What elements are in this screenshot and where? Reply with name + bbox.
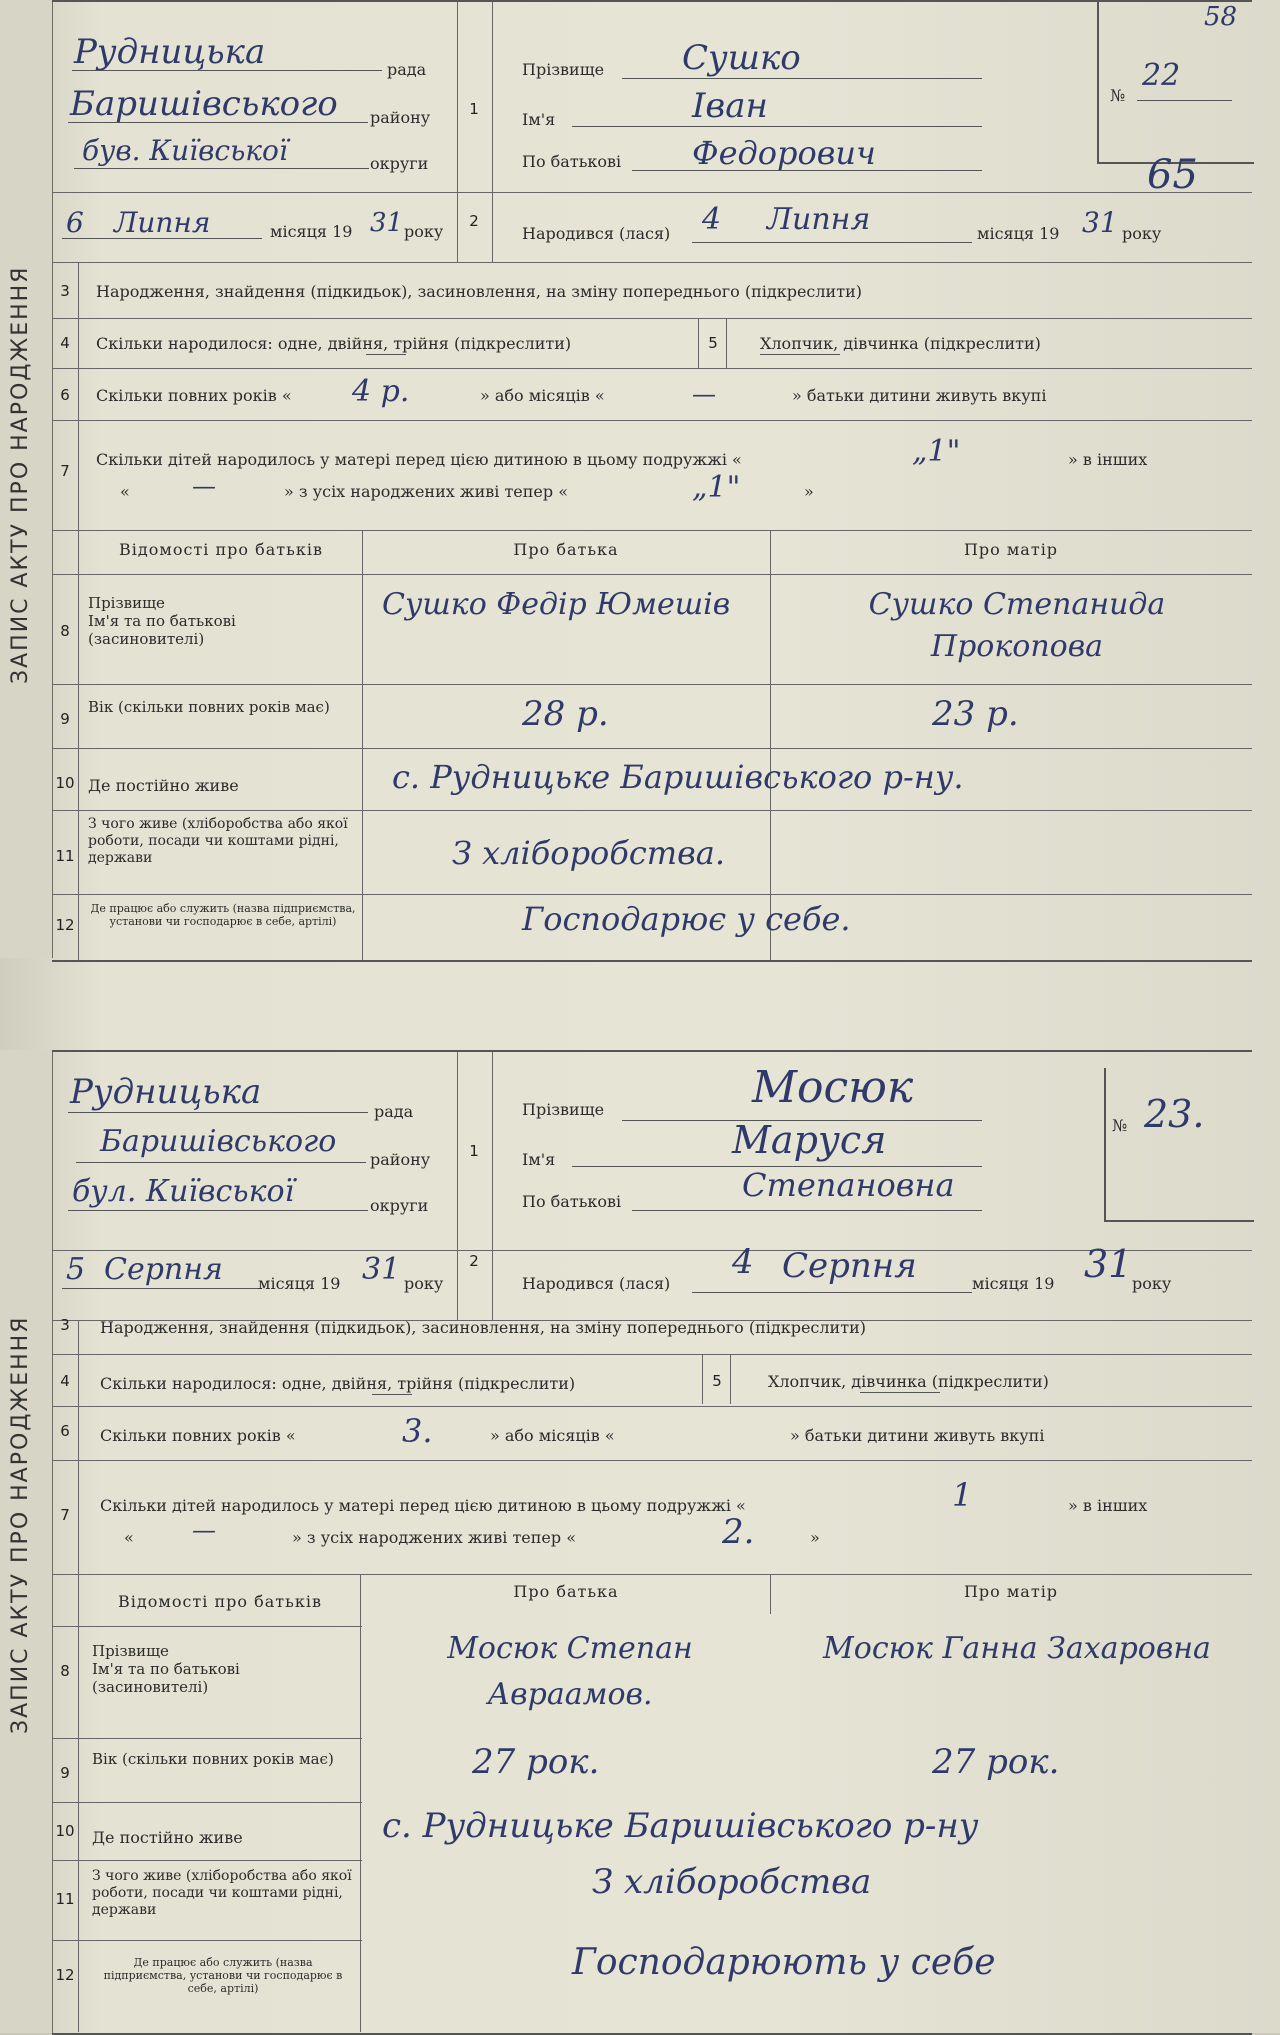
reg-month-label-2: місяця 19 xyxy=(258,1274,341,1293)
row7-label-a: Скільки дітей народилось у матері перед цією дитиною в цьому подружжі « xyxy=(96,450,742,469)
row12-label: Де працює або служить (назва підприємства, установи чи господарює в себе, артілі) xyxy=(90,902,356,928)
residence-2: с. Рудницьке Баришівського р-ну xyxy=(382,1806,979,1846)
months-together: — xyxy=(692,380,716,408)
okruga-value-2: бул. Київської xyxy=(72,1174,295,1209)
row-num-6: 6 xyxy=(60,386,70,404)
side-title-2: ЗАПИС АКТУ ПРО НАРОДЖЕННЯ xyxy=(8,1315,33,1735)
row7-label-a-2: Скільки дітей народилось у матері перед цією дитиною в цьому подружжі « xyxy=(100,1496,746,1515)
row6-label-c: » батьки дитини живуть вкупі xyxy=(792,386,1047,405)
row7-label-c-2: « xyxy=(124,1528,134,1547)
council-label-2: рада xyxy=(374,1102,414,1121)
row-num-10-b: 10 xyxy=(55,1822,75,1840)
row11-label-2: З чого живе (хліборобства або якої роботи, посади чи коштами рідні, держави xyxy=(92,1868,352,1918)
row-num-9: 9 xyxy=(60,710,70,728)
row8-label-2: Прізвище Ім'я та по батькові (засиновителі) xyxy=(92,1642,240,1696)
reg-month: Липня xyxy=(114,206,211,239)
row9-label-2: Вік (скільки повних років має) xyxy=(92,1750,334,1768)
row4-label: Скільки народилося: одне, двійня, трійня (підкреслити) xyxy=(96,334,572,353)
side-band-1 xyxy=(0,0,53,958)
okruga-value: був. Київської xyxy=(82,134,288,167)
row-num-11: 11 xyxy=(55,847,75,865)
children-alive-2: 2. xyxy=(722,1512,755,1552)
row6-label-a: Скільки повних років « xyxy=(96,386,292,405)
district-value-2: Баришівського xyxy=(100,1124,337,1159)
row7-label-d: » з усіх народжених живі тепер « xyxy=(284,482,569,501)
birth-month-label-2: місяця 19 xyxy=(972,1274,1055,1293)
row6-label-c-2: » батьки дитини живуть вкупі xyxy=(790,1426,1045,1445)
name-label-2: Ім'я xyxy=(522,1150,556,1169)
birth-record-2 xyxy=(52,1050,1252,2035)
name-value: Іван xyxy=(692,86,768,126)
reg-number-label: № xyxy=(1110,86,1126,105)
row-num-6-b: 6 xyxy=(60,1422,70,1440)
name-label: Ім'я xyxy=(522,110,556,129)
row7-label-b: » в інших xyxy=(1068,450,1148,469)
surname-label: Прізвище xyxy=(522,60,605,79)
children-alive: „1" xyxy=(692,470,741,505)
reg-number-value-2: 23. xyxy=(1144,1092,1205,1136)
father-name: Сушко Федір Юмешів xyxy=(382,587,731,622)
patronymic-value: Федорович xyxy=(692,134,876,172)
row7-label-c: « xyxy=(120,482,130,501)
col-father-header-2: Про батька xyxy=(513,1582,619,1601)
birth-day: 4 xyxy=(702,202,722,237)
row10-label-2: Де постійно живе xyxy=(92,1828,243,1847)
district-label: району xyxy=(370,108,431,127)
reg-number-label-2: № xyxy=(1112,1116,1128,1135)
father-age-2: 27 рок. xyxy=(472,1742,600,1782)
row-num-12-b: 12 xyxy=(55,1966,75,1984)
mother-age-2: 27 рок. xyxy=(932,1742,1060,1782)
row3-label: Народження, знайдення (підкидьок), засиновлення, на зміну попереднього (підкреслити) xyxy=(96,282,862,301)
livelihood-2: З хліборобства xyxy=(592,1862,872,1902)
row-num-9-b: 9 xyxy=(60,1764,70,1782)
row8-label: Прізвище Ім'я та по батькові (засиновителі) xyxy=(88,594,236,648)
row12-label-2: Де працює або служить (назва підприємства, установи чи господарює в себе, артілі) xyxy=(103,1956,343,1995)
row7-label-d-2: » з усіх народжених живі тепер « xyxy=(292,1528,577,1547)
mother-name-2: Мосюк Ганна Захаровна xyxy=(823,1631,1211,1666)
row-num-3: 3 xyxy=(60,282,70,300)
children-other-2: — xyxy=(192,1516,216,1544)
birth-label: Народився (лася) xyxy=(522,224,671,243)
children-other: — xyxy=(192,472,216,500)
row-num-12: 12 xyxy=(55,916,75,934)
corner-mark: 58 xyxy=(1204,2,1238,32)
row9-label: Вік (скільки повних років має) xyxy=(88,698,330,716)
father-age: 28 р. xyxy=(522,694,609,734)
reg-month-2: Серпня xyxy=(104,1252,223,1287)
row6-label-b: » або місяців « xyxy=(480,386,605,405)
years-together-2: 3. xyxy=(402,1412,433,1450)
children-this-marriage-2: 1 xyxy=(952,1476,973,1514)
row-num-8-b: 8 xyxy=(60,1662,70,1680)
reg-day: 6 xyxy=(66,206,84,239)
row-num-2: 2 xyxy=(469,212,479,230)
row3-label-2: Народження, знайдення (підкидьок), засиновлення, на зміну попереднього (підкреслити) xyxy=(100,1318,866,1337)
row7-label-e-2: » xyxy=(810,1528,820,1547)
row6-label-b-2: » або місяців « xyxy=(490,1426,615,1445)
row-num-11-b: 11 xyxy=(55,1890,75,1908)
workplace: Господарює у себе. xyxy=(522,900,851,938)
reg-year-label: року xyxy=(404,222,444,241)
birth-year-label: року xyxy=(1122,224,1162,243)
birth-day-2: 4 xyxy=(732,1242,754,1282)
okruga-label: округи xyxy=(370,154,429,173)
row4-label-2: Скільки народилося: одне, двійня, трійня (підкреслити) xyxy=(100,1374,576,1393)
birth-label-2: Народився (лася) xyxy=(522,1274,671,1293)
row-num-1: 1 xyxy=(469,100,479,118)
father-name-2: Мосюк Степан Авраамов. xyxy=(447,1631,693,1712)
row-num-2-b: 2 xyxy=(469,1252,479,1270)
birth-month-2: Серпня xyxy=(782,1246,917,1286)
row5-label-2: Хлопчик, дівчинка (підкреслити) xyxy=(768,1372,1049,1391)
patronymic-label: По батькові xyxy=(522,152,622,171)
row-num-4: 4 xyxy=(60,334,70,352)
birth-year-label-2: року xyxy=(1132,1274,1172,1293)
birth-month-label: місяця 19 xyxy=(977,224,1060,243)
row-num-1-b: 1 xyxy=(469,1142,479,1160)
row7-label-b-2: » в інших xyxy=(1068,1496,1148,1515)
council-value-2: Рудницька xyxy=(70,1072,262,1112)
mother-age: 23 р. xyxy=(932,694,1019,734)
row-num-5: 5 xyxy=(708,334,718,352)
col-mother-header-2: Про матір xyxy=(963,1582,1059,1601)
reg-number-value: 22 xyxy=(1142,58,1181,93)
row5-label: Хлопчик, дівчинка (підкреслити) xyxy=(760,334,1041,353)
council-label: рада xyxy=(387,60,427,79)
reg-day-2: 5 xyxy=(66,1252,86,1287)
district-label-2: району xyxy=(370,1150,431,1169)
years-together: 4 р. xyxy=(352,374,410,409)
row-num-7: 7 xyxy=(60,462,70,480)
row-num-10: 10 xyxy=(55,774,75,792)
patronymic-label-2: По батькові xyxy=(522,1192,622,1211)
livelihood: З хліборобства. xyxy=(452,834,725,872)
reg-year-label-2: року xyxy=(404,1274,444,1293)
row-num-3-b: 3 xyxy=(60,1316,70,1334)
surname-value-2: Мосюк xyxy=(752,1062,914,1113)
col-info-header-2: Відомості про батьків xyxy=(118,1592,322,1611)
district-value: Баришівського xyxy=(70,84,338,124)
birth-record-1 xyxy=(52,0,1252,962)
col-father-header: Про батька xyxy=(513,540,619,559)
row11-label: З чого живе (хліборобства або якої роботи, посади чи коштами рідні, держави xyxy=(88,816,348,866)
workplace-2: Господарюють у себе xyxy=(572,1942,996,1983)
row-num-5-b: 5 xyxy=(712,1372,722,1390)
row7-label-e: » xyxy=(804,482,814,501)
mother-name: Сушко Степанида Прокопова xyxy=(868,587,1166,664)
birth-year-2: 31 xyxy=(1084,1242,1133,1286)
birth-year: 31 xyxy=(1082,206,1118,239)
council-value: Рудницька xyxy=(74,32,266,72)
reg-year-2: 31 xyxy=(362,1252,401,1287)
row6-label-a-2: Скільки повних років « xyxy=(100,1426,296,1445)
name-value-2: Маруся xyxy=(732,1118,887,1162)
children-this-marriage: „1" xyxy=(912,434,961,469)
side-title-1: ЗАПИС АКТУ ПРО НАРОДЖЕННЯ xyxy=(8,265,33,685)
residence: с. Рудницьке Баришівського р-ну. xyxy=(392,758,964,796)
row-num-4-b: 4 xyxy=(60,1372,70,1390)
okruga-label-2: округи xyxy=(370,1196,429,1215)
surname-value: Сушко xyxy=(682,38,801,78)
surname-label-2: Прізвище xyxy=(522,1100,605,1119)
col-mother-header: Про матір xyxy=(963,540,1059,559)
row10-label: Де постійно живе xyxy=(88,776,239,795)
margin-note: 65 xyxy=(1147,152,1198,198)
reg-year: 31 xyxy=(370,208,404,238)
row-num-7-b: 7 xyxy=(60,1506,70,1524)
col-info-header: Відомості про батьків xyxy=(119,540,323,559)
patronymic-value-2: Степановна xyxy=(742,1166,955,1204)
birth-month: Липня xyxy=(767,202,871,237)
row-num-8: 8 xyxy=(60,622,70,640)
side-band-2 xyxy=(0,1050,53,2033)
reg-month-label: місяця 19 xyxy=(270,222,353,241)
